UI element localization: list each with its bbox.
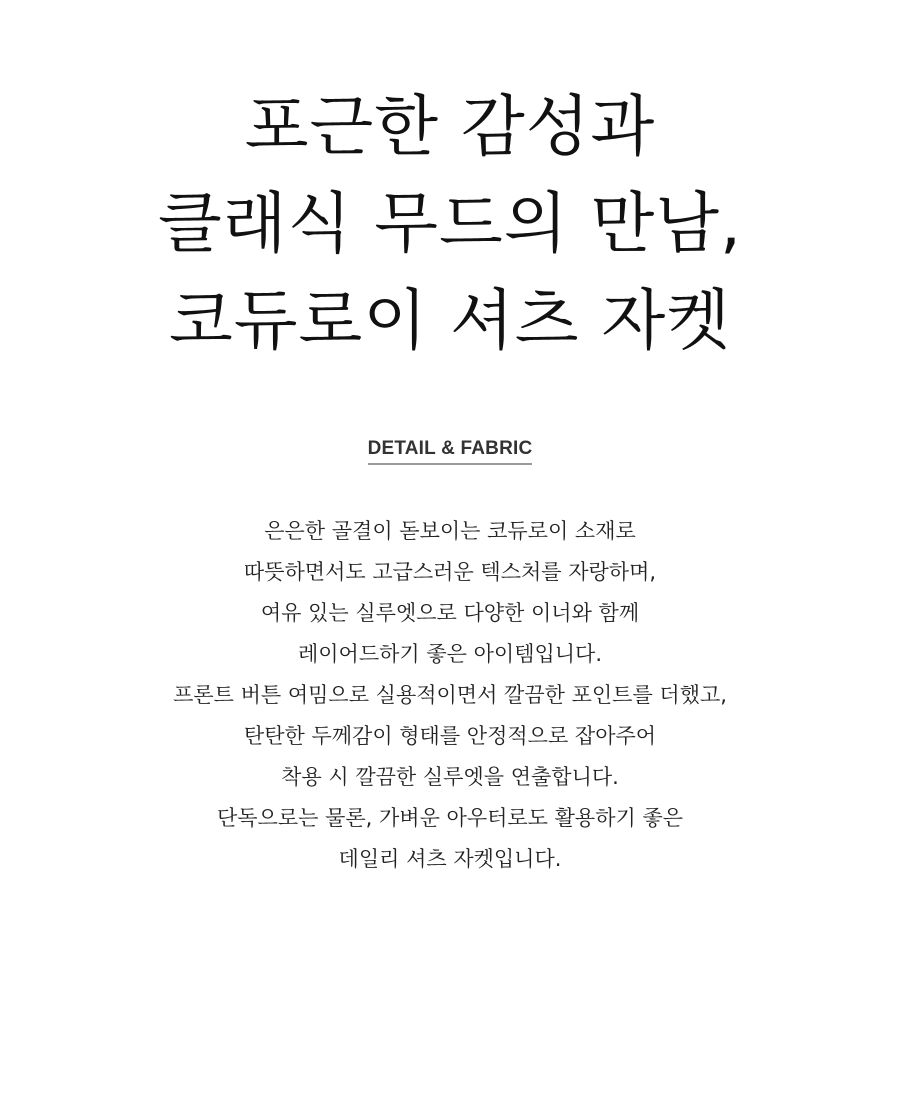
headline-line: 클래식 무드의 만남, <box>158 185 742 262</box>
description-line: 레이어드하기 좋은 아이템입니다. <box>297 642 603 666</box>
description-line: 프론트 버튼 여밈으로 실용적이면서 깔끔한 포인트를 더했고, <box>173 683 727 707</box>
description-line: 단독으로는 물론, 가벼운 아우터로도 활용하기 좋은 <box>216 806 684 830</box>
description-line: 착용 시 깔끔한 실루엣을 연출합니다. <box>281 765 619 789</box>
headline-line: 코듀로이 셔츠 자켓 <box>168 282 731 359</box>
description-line: 여유 있는 실루엣으로 다양한 이너와 함께 <box>260 601 640 625</box>
product-description <box>0 511 900 880</box>
section-label: DETAIL & FABRIC <box>368 436 533 465</box>
headline-line: 포근한 감성과 <box>244 88 656 165</box>
description-line: 따뜻하면서도 고급스러운 텍스처를 자랑하며, <box>243 560 657 584</box>
headline <box>0 78 900 369</box>
description-line: 탄탄한 두께감이 형태를 안정적으로 잡아주어 <box>243 724 657 748</box>
section-label-container <box>0 436 900 465</box>
description-line: 은은한 골결이 돋보이는 코듀로이 소재로 <box>264 519 636 543</box>
description-line: 데일리 셔츠 자켓입니다. <box>338 847 562 871</box>
